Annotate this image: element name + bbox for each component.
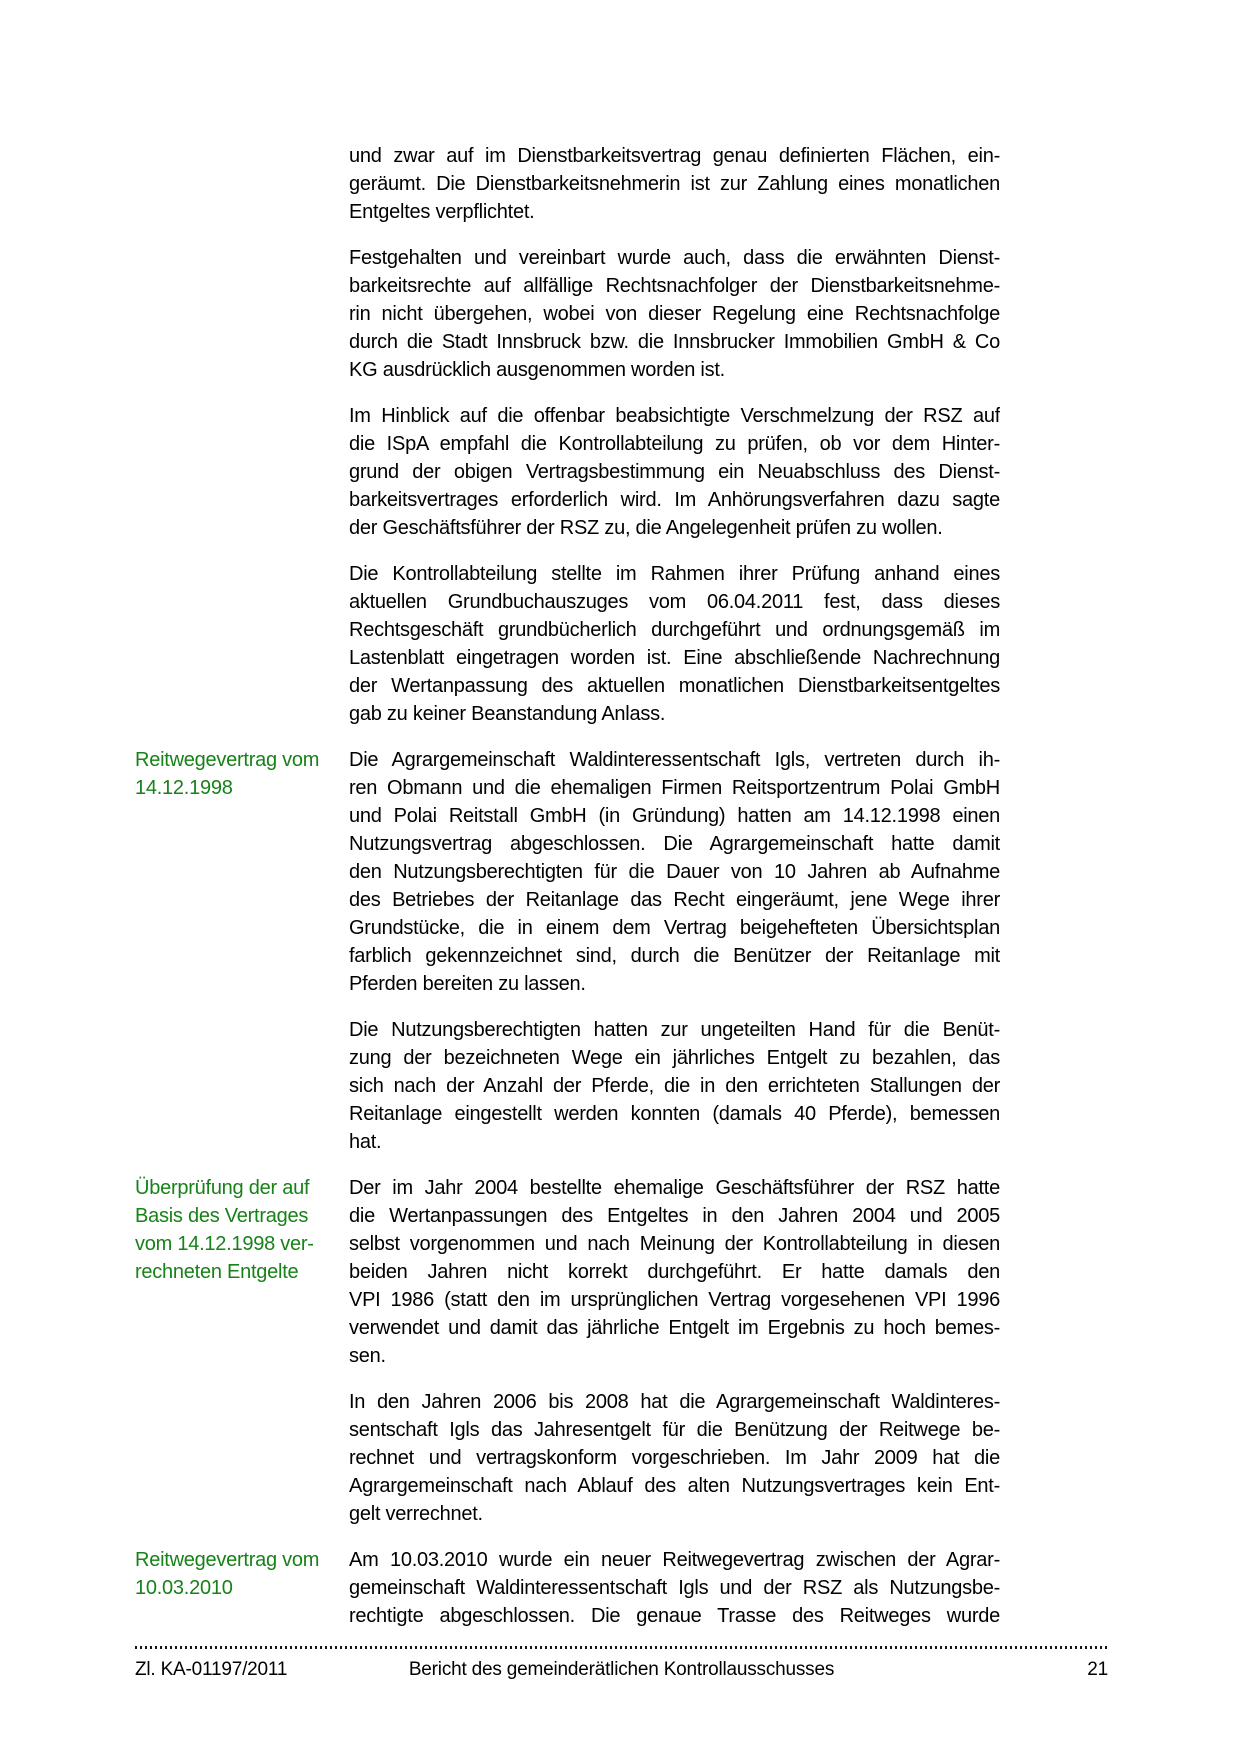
margin-label-line: Reitwegevertrag vom [135, 1549, 320, 1571]
text-line: VPI 1986 (statt den im ursprünglichen Vertrag vorgesehenen VPI 1996 [349, 1289, 1000, 1311]
text-line: barkeitsrechte auf allfällige Rechtsnachfolger der Dienstbarkeitsnehme- [349, 275, 1000, 297]
paragraph-block [135, 1388, 1000, 1528]
text-line: aktuellen Grundbuchauszuges vom 06.04.2011 fest, dass dieses [349, 591, 1000, 613]
text-line: gelt verrechnet. [349, 1503, 483, 1525]
text-line: Rechtsgeschäft grundbücherlich durchgeführt und ordnungsgemäß im [349, 619, 1000, 641]
text-line: gab zu keiner Beanstandung Anlass. [349, 703, 666, 725]
text-line: durch die Stadt Innsbruck bzw. die Innsbrucker Immobilien GmbH & Co [349, 331, 1000, 353]
paragraph-block [135, 746, 1000, 998]
paragraph [349, 560, 1000, 728]
footer-page-number: 21 [1087, 1659, 1108, 1680]
text-line: KG ausdrücklich ausgenommen worden ist. [349, 359, 725, 381]
paragraph-block [135, 1016, 1000, 1156]
text-line: der Geschäftsführer der RSZ zu, die Angelegenheit prüfen zu wollen. [349, 517, 943, 539]
text-line: Reitanlage eingestellt werden konnten (damals 40 Pferde), bemessen [349, 1103, 1000, 1125]
text-line: und Polai Reitstall GmbH (in Gründung) hatten am 14.12.1998 einen [349, 805, 1000, 827]
paragraph [349, 1174, 1000, 1370]
page-footer [135, 1646, 1108, 1682]
text-line: grund der obigen Vertragsbestimmung ein Neuabschluss des Dienst- [349, 461, 1000, 483]
text-line: barkeitsvertrages erforderlich wird. Im Anhörungsverfahren dazu sagte [349, 489, 1000, 511]
paragraph-block [135, 142, 1000, 226]
text-line: Festgehalten und vereinbart wurde auch, dass die erwähnten Dienst- [349, 247, 1000, 269]
text-line: selbst vorgenommen und nach Meinung der Kontrollabteilung in diesen [349, 1233, 1000, 1255]
margin-label-line: rechneten Entgelte [135, 1261, 299, 1283]
text-line: Der im Jahr 2004 bestellte ehemalige Geschäftsführer der RSZ hatte [349, 1177, 1000, 1199]
text-line: sen. [349, 1345, 386, 1367]
margin-label [135, 1546, 349, 1630]
margin-label [135, 402, 349, 542]
text-line: hat. [349, 1131, 382, 1153]
text-line: Die Nutzungsberechtigten hatten zur ungeteilten Hand für die Benüt- [349, 1019, 1000, 1041]
margin-label [135, 746, 349, 998]
paragraph [349, 244, 1000, 384]
text-line: sich nach der Anzahl der Pferde, die in den errichteten Stallungen der [349, 1075, 1000, 1097]
paragraph [349, 142, 1000, 226]
paragraph-block [135, 244, 1000, 384]
text-line: die ISpA empfahl die Kontrollabteilung zu prüfen, ob vor dem Hinter- [349, 433, 1000, 455]
paragraph-block [135, 402, 1000, 542]
text-line: verwendet und damit das jährliche Entgelt im Ergebnis zu hoch bemes- [349, 1317, 1000, 1339]
margin-label-line: Reitwegevertrag vom [135, 749, 320, 771]
text-line: ren Obmann und die ehemaligen Firmen Reitsportzentrum Polai GmbH [349, 777, 1000, 799]
margin-label-line: vom 14.12.1998 ver- [135, 1233, 314, 1255]
text-line: Pferden bereiten zu lassen. [349, 973, 586, 995]
text-line: Nutzungsvertrag abgeschlossen. Die Agrargemeinschaft hatte damit [349, 833, 1000, 855]
margin-label [135, 1388, 349, 1528]
margin-label [135, 1174, 349, 1370]
text-line: Grundstücke, die in einem dem Vertrag beigehefteten Übersichtsplan [349, 917, 1000, 939]
margin-label-line: Basis des Vertrages [135, 1205, 309, 1227]
text-line: Agrargemeinschaft nach Ablauf des alten Nutzungsvertrages kein Ent- [349, 1475, 1000, 1497]
margin-label-line: 10.03.2010 [135, 1577, 233, 1599]
text-line: rechnet und vertragskonform vorgeschrieben. Im Jahr 2009 hat die [349, 1447, 1000, 1469]
paragraph [349, 1546, 1000, 1630]
paragraph [349, 402, 1000, 542]
text-line: die Wertanpassungen des Entgeltes in den Jahren 2004 und 2005 [349, 1205, 1000, 1227]
footer-divider [135, 1646, 1108, 1649]
text-line: Lastenblatt eingetragen worden ist. Eine abschließende Nachrechnung [349, 647, 1000, 669]
text-line: Im Hinblick auf die offenbar beabsichtigte Verschmelzung der RSZ auf [349, 405, 1000, 427]
margin-label-line: Überprüfung der auf [135, 1177, 310, 1199]
text-line: den Nutzungsberechtigten für die Dauer von 10 Jahren ab Aufnahme [349, 861, 1000, 883]
text-line: der Wertanpassung des aktuellen monatlichen Dienstbarkeitsentgeltes [349, 675, 1000, 697]
paragraph-block [135, 560, 1000, 728]
footer-title: Bericht des gemeinderätlichen Kontrollausschusses [408, 1659, 835, 1680]
paragraph [349, 1016, 1000, 1156]
text-line: In den Jahren 2006 bis 2008 hat die Agrargemeinschaft Waldinteres- [349, 1391, 1000, 1413]
text-line: des Betriebes der Reitanlage das Recht eingeräumt, jene Wege ihrer [349, 889, 1000, 911]
text-line: Am 10.03.2010 wurde ein neuer Reitwegevertrag zwischen der Agrar- [349, 1549, 1000, 1571]
content-blocks [135, 142, 1000, 1648]
text-line: geräumt. Die Dienstbarkeitsnehmerin ist zur Zahlung eines monatlichen [349, 173, 1000, 195]
paragraph-block [135, 1546, 1000, 1630]
text-line: sentschaft Igls das Jahresentgelt für die Benützung der Reitwege be- [349, 1419, 1000, 1441]
margin-label [135, 142, 349, 226]
footer-row [135, 1658, 1108, 1682]
paragraph-block [135, 1174, 1000, 1370]
text-line: rechtigte abgeschlossen. Die genaue Trasse des Reitweges wurde [349, 1605, 1000, 1627]
paragraph [349, 746, 1000, 998]
text-line: und zwar auf im Dienstbarkeitsvertrag genau definierten Flächen, ein- [349, 145, 1000, 167]
margin-label [135, 1016, 349, 1156]
text-line: zung der bezeichneten Wege ein jährliches Entgelt zu bezahlen, das [349, 1047, 1000, 1069]
text-line: Die Kontrollabteilung stellte im Rahmen ihrer Prüfung anhand eines [349, 563, 1000, 585]
footer-reference: Zl. KA-01197/2011 [135, 1659, 288, 1680]
paragraph [349, 1388, 1000, 1528]
margin-label-line: 14.12.1998 [135, 777, 233, 799]
margin-label [135, 244, 349, 384]
margin-label [135, 560, 349, 728]
text-line: rin nicht übergehen, wobei von dieser Regelung eine Rechtsnachfolge [349, 303, 1000, 325]
text-line: Die Agrargemeinschaft Waldinteressentschaft Igls, vertreten durch ih- [349, 749, 1000, 771]
text-line: beiden Jahren nicht korrekt durchgeführt. Er hatte damals den [349, 1261, 1000, 1283]
text-line: farblich gekennzeichnet sind, durch die Benützer der Reitanlage mit [349, 945, 1000, 967]
text-line: gemeinschaft Waldinteressentschaft Igls und der RSZ als Nutzungsbe- [349, 1577, 1000, 1599]
text-line: Entgeltes verpflichtet. [349, 201, 535, 223]
